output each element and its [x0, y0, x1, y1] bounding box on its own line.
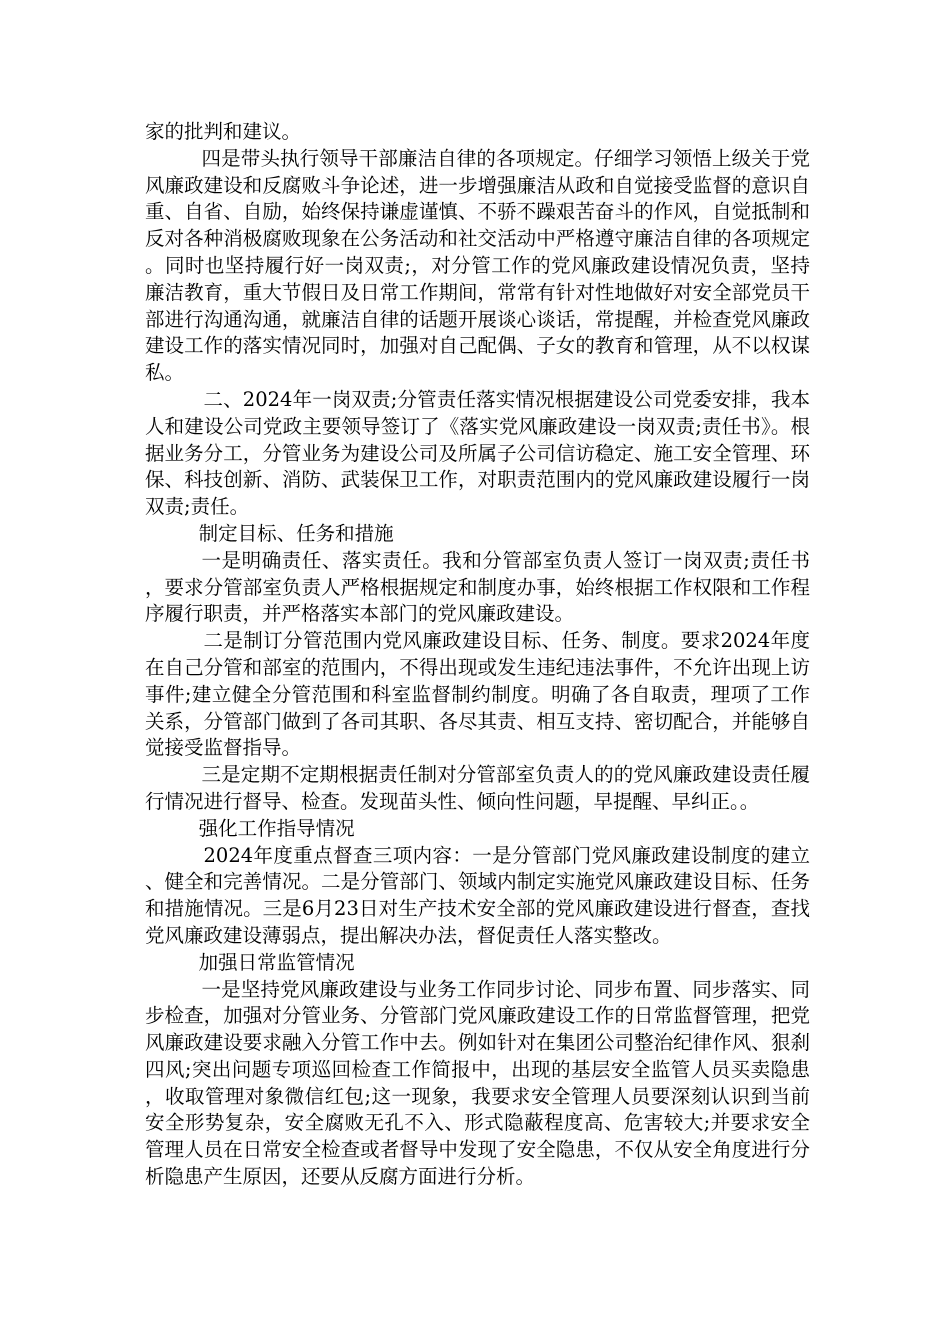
section-heading-supervision: 加强日常监管情况	[198, 950, 355, 974]
paragraph-daily-supervision: 一是坚持党风廉政建设与业务工作同步讨论、同步布置、同步落实、同步检查，加强对分管业务、分管部门党风廉政建设工作的日常监督管理，把党风廉政建设要求融入分管工作中去。例如针对在集团公司整治纪律作风、狠刹四风;突出问题专项巡回检查工作简报中，出现的基层安全监管人员买卖隐患，收取管理对象微信红包;这一现象，我要求安全管理人员要深刻认识到当前安全形势复杂，安全腐败无孔不入、形式隐蔽程度高、危害较大;并要求安全管理人员在日常安全检查或者督导中发现了安全隐患，不仅从安全角度进行分析隐患产生原因，还要从反腐方面进行分析。	[145, 977, 810, 1189]
paragraph-key-inspection: 2024年度重点督查三项内容：一是分管部门党风廉政建设制度的建立、健全和完善情况。二是分管部门、领域内制定实施党风廉政建设目标、任务和措施情况。三是6月23日对生产技术安全部的党风廉政建设进行督查，查找党风廉政建设薄弱点，提出解决办法，督促责任人落实整改。	[145, 843, 810, 947]
paragraph-targets-tasks: 二是制订分管范围内党风廉政建设目标、任务、制度。要求2024年度在自己分管和部室的范围内，不得出现或发生违纪违法事件，不允许出现上访事件;建立健全分管范围和科室监督制约制度。明确了各自取责，理项了工作关系，分管部门做到了各司其职、各尽其责、相互支持、密切配合，并能够自觉接受监督指导。	[145, 629, 810, 760]
document-page	[145, 119, 810, 1191]
section-heading-guidance: 强化工作指导情况	[198, 816, 355, 840]
paragraph-self-discipline: 四是带头执行领导干部廉洁自律的各项规定。仔细学习领悟上级关于党风廉政建设和反腐败斗争论述，进一步增强廉洁从政和自觉接受监督的意识自重、自省、自励，始终保持谦虚谨慎、不骄不躁艰苦奋斗的作风，自觉抵制和反对各种消极腐败现象在公务活动和社交活动中严格遵守廉洁自律的各项规定。同时也坚持履行好一岗双责;，对分管工作的党风廉政建设情况负责，坚持廉洁教育，重大节假日及日常工作期间，常常有针对性地做好对安全部党员干部进行沟通沟通，就廉洁自律的话题开展谈心谈话，常提醒，并检查党风廉政建设工作的落实情况同时，加强对自己配偶、子女的教育和管理，从不以权谋私。	[145, 146, 810, 385]
paragraph-periodic-inspection: 三是定期不定期根据责任制对分管部室负责人的的党风廉政建设责任履行情况进行督导、检查。发现苗头性、倾向性问题，早提醒、早纠正。。	[145, 763, 810, 813]
paragraph-continuation: 家的批判和建议。	[145, 120, 302, 143]
paragraph-clarify-responsibility: 一是明确责任、落实责任。我和分管部室负责人签订一岗双责;责任书，要求分管部室负责人严格根据规定和制度办事，始终根据工作权限和工作程序履行职责，并严格落实本部门的党风廉政建设。	[145, 548, 810, 626]
paragraph-responsibility-summary: 二、2024年一岗双责;分管责任落实情况根据建设公司党委安排，我本人和建设公司党政主要领导签订了《落实党风廉政建设一岗双责;责任书》。根据业务分工，分管业务为建设公司及所属子公司信访稳定、施工安全管理、环保、科技创新、消防、武装保卫工作，对职责范围内的党风廉政建设履行一岗双责;责任。	[145, 387, 810, 519]
section-heading-goals: 制定目标、任务和措施	[198, 521, 394, 545]
